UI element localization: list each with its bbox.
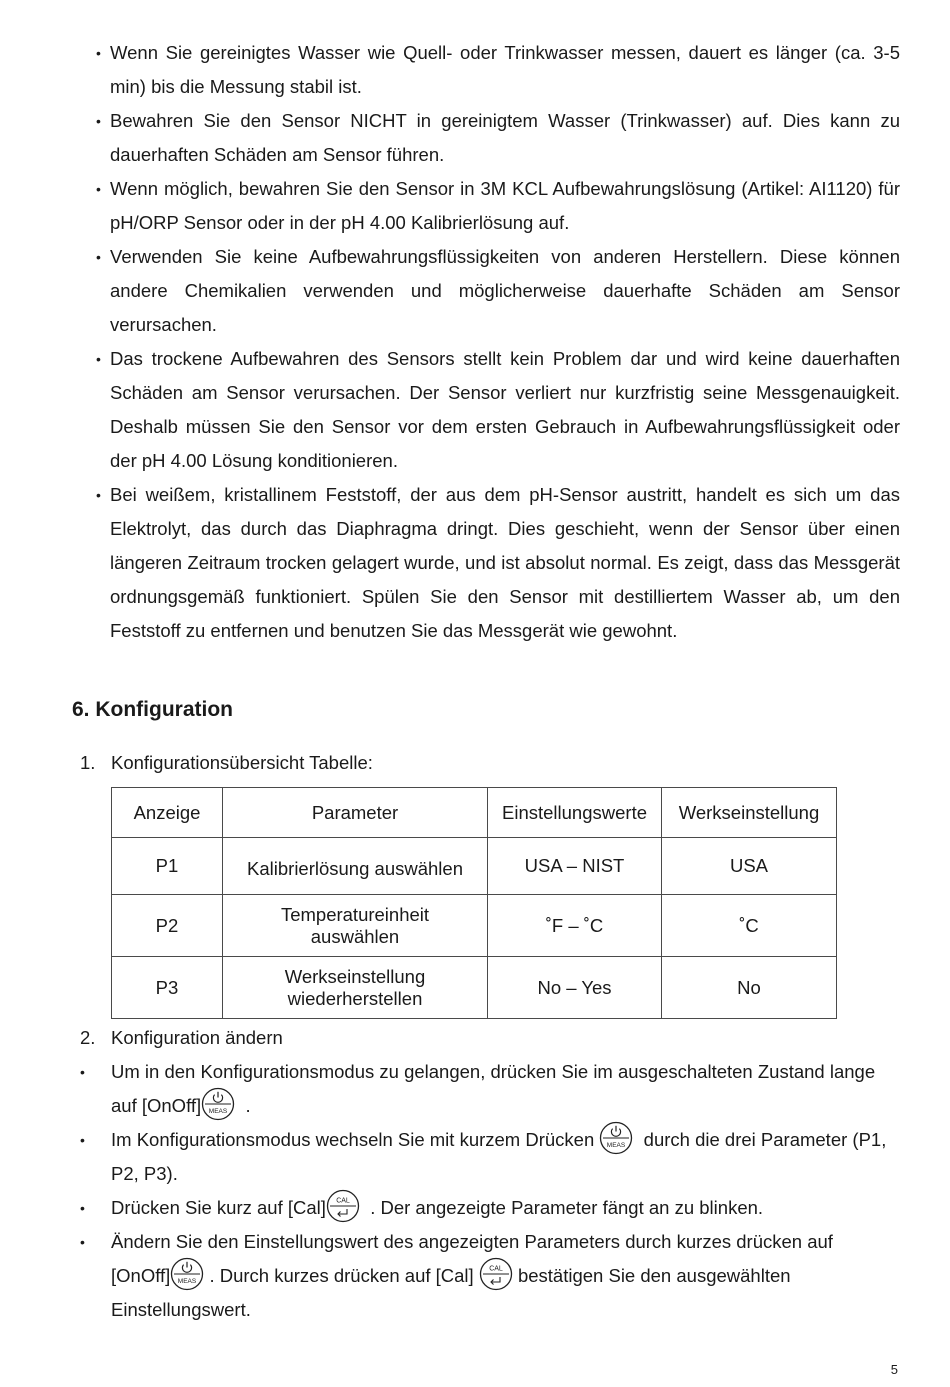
note-text: Bewahren Sie den Sensor NICHT in gereinigtem Wasser (Trinkwasser) auf. Dies kann zu dauerhaften Schäden am Sensor führen. <box>110 110 900 165</box>
table-row <box>112 838 837 895</box>
note-text: Wenn Sie gereinigtes Wasser wie Quell- oder Trinkwasser messen, dauert es länger (ca. 3-5 min) bis die Messung stabil ist. <box>110 42 900 97</box>
table-header-cell: Anzeige <box>112 788 223 838</box>
table-header-row <box>112 788 837 838</box>
table-row <box>112 957 837 1019</box>
notes-bullet-list <box>96 36 900 648</box>
note-item <box>96 104 900 172</box>
svg-text:MEAS: MEAS <box>208 1108 228 1116</box>
bullet-glyph: • <box>96 45 101 61</box>
table-header-cell: Werkseinstellung <box>662 788 837 838</box>
note-text: Wenn möglich, bewahren Sie den Sensor in 3M KCL Aufbewahrungslösung (Artikel: AI1120) für pH/ORP Sensor oder in der pH 4.00 Kalibrierlösung auf. <box>110 178 900 233</box>
bullet-glyph: • <box>96 181 101 197</box>
table-cell: P3 <box>112 957 223 1019</box>
step-text: Konfiguration ändern <box>111 1027 283 1048</box>
table-cell: ˚F – ˚C <box>488 895 662 957</box>
note-item <box>96 342 900 478</box>
bullet-glyph: • <box>80 1200 85 1216</box>
power-meas-icon <box>201 1087 235 1121</box>
table-header-cell: Parameter <box>223 788 488 838</box>
note-item <box>96 240 900 342</box>
svg-text:CAL: CAL <box>489 1265 503 1273</box>
bullet-glyph: • <box>96 113 101 129</box>
table-header-cell: Einstellungswerte <box>488 788 662 838</box>
svg-text:CAL: CAL <box>336 1197 350 1205</box>
bullet-glyph: • <box>80 1064 85 1080</box>
instruction-item <box>80 1191 890 1225</box>
table-cell: P2 <box>112 895 223 957</box>
instruction-text: Ändern Sie den Einstellungswert des angezeigten Parameters durch kurzes drücken auf [OnOff] <box>111 1231 833 1286</box>
instruction-text: . <box>245 1095 251 1116</box>
step-1-line <box>80 748 373 778</box>
power-meas-icon <box>170 1257 204 1291</box>
step-2-line <box>80 1023 283 1053</box>
step-number: 1. <box>80 752 96 773</box>
table-cell: Temperatureinheit auswählen <box>223 895 488 957</box>
note-item <box>96 36 900 104</box>
bullet-glyph: • <box>80 1132 85 1148</box>
table-cell: P1 <box>112 838 223 895</box>
svg-text:MEAS: MEAS <box>607 1142 626 1150</box>
bullet-glyph: • <box>80 1234 85 1250</box>
instruction-text: durch die drei Parameter (P1, P2, P3). <box>111 1129 887 1184</box>
instruction-item <box>80 1225 890 1327</box>
instruction-text: Im Konfigurationsmodus wechseln Sie mit kurzem Drücken <box>111 1129 595 1150</box>
note-text: Bei weißem, kristallinem Feststoff, der aus dem pH-Sensor austritt, handelt es sich um das Elektrolyt, das durch das Diaphragma dringt. Dies geschieht, wenn der Sensor über einen längeren Zeitraum trocken gelagert wurde, und ist absolut normal. Es zeigt, dass das Messgerät ordnungsgemäß funktioniert. Spülen Sie den Sensor mit destilliertem Wasser ab, um den Feststoff zu entfernen und benutzen Sie das Messgerät wie gewohnt. <box>110 484 900 641</box>
note-item <box>96 172 900 240</box>
table-row <box>112 895 837 957</box>
bullet-glyph: • <box>96 487 101 503</box>
page-number: 5 <box>890 1362 898 1377</box>
bullet-glyph: • <box>96 351 101 367</box>
instruction-item <box>80 1123 890 1191</box>
table-cell: No <box>662 957 837 1019</box>
table-cell: Werkseinstellung wiederherstellen <box>223 957 488 1019</box>
table-cell: No – Yes <box>488 957 662 1019</box>
table-cell: USA – NIST <box>488 838 662 895</box>
instruction-bullet-list <box>80 1055 890 1327</box>
note-text: Das trockene Aufbewahren des Sensors stellt kein Problem dar und wird keine dauerhaften Schäden am Sensor verursachen. Der Sensor verliert nur kurzfristig seine Messgenauigkeit. Deshalb müssen Sie den Sensor vor dem ersten Gebrauch in Aufbewahrungsflüssigkeit oder der pH 4.00 Lösung konditionieren. <box>110 348 900 471</box>
instruction-text: bestätigen Sie den ausgewählten Einstellungswert. <box>111 1265 791 1320</box>
cal-enter-icon <box>326 1189 360 1223</box>
instruction-text: Um in den Konfigurationsmodus zu gelangen, drücken Sie im ausgeschalteten Zustand lange auf [OnOff] <box>111 1061 876 1116</box>
table-cell: Kalibrierlösung auswählen <box>223 838 488 895</box>
instruction-text: . Der angezeigte Parameter fängt an zu blinken. <box>370 1197 764 1218</box>
note-text: Verwenden Sie keine Aufbewahrungsflüssigkeiten von anderen Herstellern. Diese können andere Chemikalien verwenden und möglicherweise dauerhafte Schäden am Sensor verursachen. <box>110 246 900 335</box>
instruction-item <box>80 1055 890 1123</box>
step-number: 2. <box>80 1027 96 1048</box>
instruction-text: Drücken Sie kurz auf [Cal] <box>111 1197 326 1218</box>
section-heading: 6. Konfiguration <box>72 698 233 721</box>
step-text: Konfigurationsübersicht Tabelle: <box>111 752 373 773</box>
bullet-glyph: • <box>96 249 101 265</box>
table-cell: ˚C <box>662 895 837 957</box>
cal-enter-icon <box>479 1257 513 1291</box>
configuration-table <box>111 787 837 1019</box>
svg-text:MEAS: MEAS <box>178 1278 197 1286</box>
instruction-text: . Durch kurzes drücken auf [Cal] <box>209 1265 474 1286</box>
note-item <box>96 478 900 648</box>
power-meas-icon <box>599 1121 633 1155</box>
table-cell: USA <box>662 838 837 895</box>
